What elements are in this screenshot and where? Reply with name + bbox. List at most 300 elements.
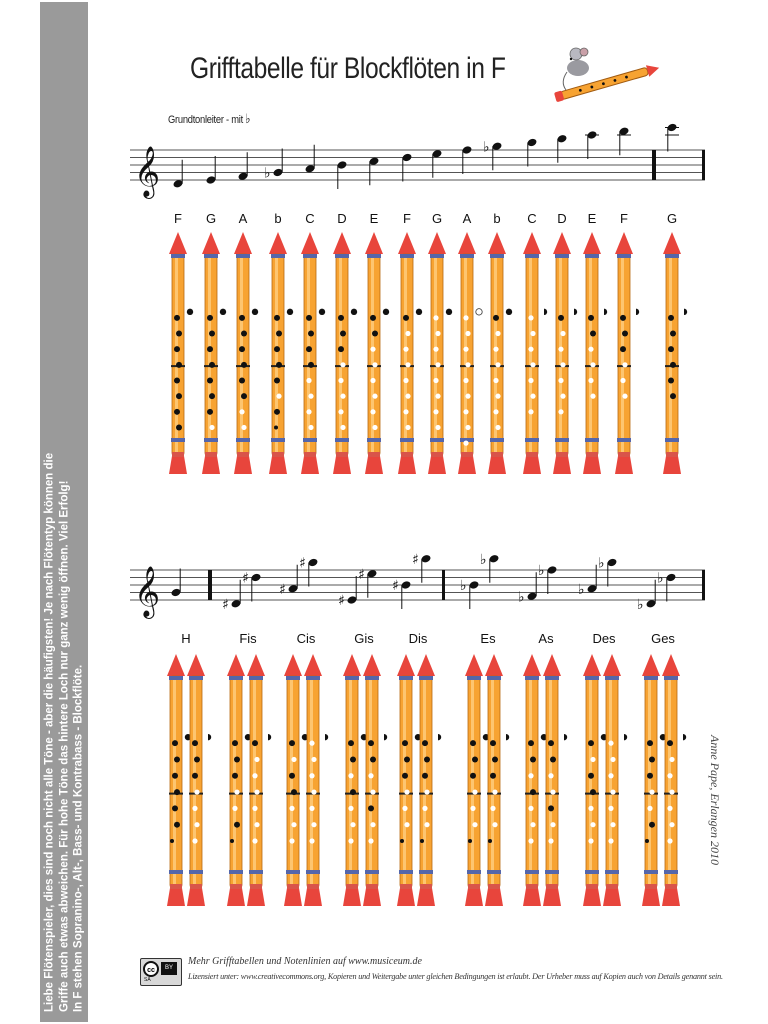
note-label: Gis — [354, 631, 374, 646]
recorder-highlight — [403, 680, 406, 884]
recorder-ring — [345, 676, 359, 680]
finger-hole-half — [645, 839, 649, 843]
finger-hole-closed — [668, 315, 674, 321]
finger-hole-open — [403, 347, 408, 352]
recorder-fingering — [169, 232, 193, 474]
recorder-fingering — [662, 654, 686, 906]
finger-hole-open — [465, 331, 470, 336]
recorder-foot — [583, 456, 601, 474]
recorder-fingering — [615, 232, 639, 474]
sharp-sign-icon: ♯ — [279, 581, 286, 598]
finger-hole-open — [548, 838, 553, 843]
finger-hole-open — [309, 806, 314, 811]
finger-hole-closed — [241, 331, 247, 337]
sharp-sign-icon: ♯ — [358, 566, 365, 583]
finger-hole-closed — [350, 789, 356, 795]
recorder-tip — [583, 654, 601, 676]
finger-hole-closed — [209, 331, 215, 337]
flat-sign-icon: ♭ — [245, 112, 251, 127]
recorder-fingering — [523, 654, 547, 906]
thumb-hole-closed — [252, 309, 258, 315]
finger-hole-closed — [207, 346, 213, 352]
recorder-ring — [664, 870, 678, 874]
finger-hole-open — [558, 347, 563, 352]
recorder-foot — [417, 888, 435, 906]
finger-hole-closed — [548, 740, 554, 746]
sa-mark: SA — [144, 977, 151, 983]
finger-hole-open — [528, 409, 533, 414]
finger-hole-open — [465, 425, 470, 430]
recorder-highlight — [559, 258, 562, 452]
recorder-highlight — [404, 258, 407, 452]
recorder-foot — [333, 456, 351, 474]
sidebar-line: Liebe Flötenspieler, dies sind noch nicht alle Töne - aber die häufigsten! Je nach Flötentyp können die — [43, 452, 56, 1012]
note-label: D — [337, 211, 347, 226]
finger-hole-closed — [241, 362, 247, 368]
note-label: b — [274, 211, 282, 226]
recorder-foot — [523, 888, 541, 906]
finger-hole-open — [649, 789, 654, 794]
recorder-fingering — [485, 654, 509, 906]
recorder-highlight — [275, 258, 278, 452]
finger-hole-open — [548, 773, 553, 778]
finger-hole-closed — [558, 315, 564, 321]
recorder-tip — [553, 232, 571, 254]
finger-hole-open — [370, 789, 375, 794]
finger-hole-closed — [274, 409, 280, 415]
cc-mark: cc — [143, 961, 159, 977]
recorder-bell — [431, 452, 443, 457]
recorder-foot — [615, 456, 633, 474]
recorder-bell — [546, 884, 558, 889]
finger-hole-open — [370, 822, 375, 827]
thumb-hole-half — [544, 309, 547, 315]
finger-hole-open — [463, 378, 468, 383]
recorder-ring — [467, 676, 481, 680]
finger-hole-closed — [368, 740, 374, 746]
note-label: As — [538, 631, 554, 646]
finger-hole-open — [234, 789, 239, 794]
recorder-ring — [335, 438, 349, 442]
recorder-fingering — [465, 654, 489, 906]
finger-hole-half — [230, 839, 234, 843]
finger-hole-open — [405, 425, 410, 430]
recorder-tip — [485, 654, 503, 676]
finger-hole-open — [433, 378, 438, 383]
finger-hole-closed — [647, 773, 653, 779]
finger-hole-open — [528, 315, 533, 320]
recorder-fingering — [417, 654, 441, 906]
recorder-fingering — [523, 232, 547, 474]
recorder-foot — [553, 456, 571, 474]
thumb-hole-half — [636, 309, 639, 315]
finger-hole-closed — [620, 346, 626, 352]
finger-hole-open — [338, 409, 343, 414]
note-label: A — [238, 211, 248, 226]
finger-hole-open — [669, 757, 674, 762]
recorder-foot — [304, 888, 322, 906]
recorder-bell — [420, 884, 432, 889]
finger-hole-open — [252, 806, 257, 811]
recorder-foot — [247, 888, 265, 906]
recorder-ring — [467, 870, 481, 874]
finger-hole-closed — [239, 377, 245, 383]
finger-hole-closed — [192, 773, 198, 779]
recorder-ring — [399, 870, 413, 874]
recorder-highlight — [529, 680, 532, 884]
finger-hole-closed — [422, 773, 428, 779]
recorder-bell — [618, 452, 630, 457]
finger-hole-closed — [174, 315, 180, 321]
finger-hole-open — [495, 394, 500, 399]
finger-hole-open — [472, 822, 477, 827]
recorder-fingering — [365, 232, 389, 474]
recorder-fingering — [428, 232, 452, 474]
finger-hole-open — [590, 757, 595, 762]
finger-hole-open — [404, 789, 409, 794]
finger-hole-open — [291, 757, 296, 762]
recorder-ring — [430, 254, 444, 258]
recorder-tip — [663, 232, 681, 254]
finger-hole-open — [528, 378, 533, 383]
recorder-tip — [397, 654, 415, 676]
recorder-fingering — [301, 232, 325, 474]
recorder-ring — [189, 870, 203, 874]
finger-hole-closed — [472, 756, 478, 762]
thumb-hole-closed — [187, 309, 193, 315]
recorder-tip — [523, 232, 541, 254]
recorder-foot — [458, 456, 476, 474]
recorder-highlight — [193, 680, 196, 884]
recorder-ring — [271, 438, 285, 442]
finger-hole-open — [493, 378, 498, 383]
recorder-fingering — [187, 654, 211, 906]
finger-hole-closed — [424, 756, 430, 762]
recorder-highlight — [173, 680, 176, 884]
recorder-tip — [167, 654, 185, 676]
finger-hole-closed — [207, 315, 213, 321]
recorder-highlight — [609, 680, 612, 884]
finger-hole-open — [311, 789, 316, 794]
recorder-ring — [229, 870, 243, 874]
recorder-fingering — [398, 232, 422, 474]
flat-sign-icon: ♭ — [598, 555, 605, 572]
recorder-ring — [585, 870, 599, 874]
recorder-ring — [605, 870, 619, 874]
finger-hole-open — [368, 838, 373, 843]
finger-hole-open — [528, 347, 533, 352]
recorder-bell — [461, 452, 473, 457]
finger-hole-open — [433, 315, 438, 320]
recorder-bell — [666, 452, 678, 457]
finger-hole-closed — [548, 805, 554, 811]
finger-hole-closed — [402, 773, 408, 779]
recorder-bell — [586, 452, 598, 457]
finger-hole-open — [590, 362, 595, 367]
sharp-sign-icon: ♯ — [412, 551, 419, 568]
recorder-foot — [363, 888, 381, 906]
finger-hole-closed — [176, 331, 182, 337]
recorder-bell — [237, 452, 249, 457]
recorder-bell — [287, 884, 299, 889]
finger-hole-open — [192, 806, 197, 811]
thumb-hole-half — [384, 734, 387, 740]
thumb-hole-half — [564, 734, 567, 740]
finger-hole-open — [370, 378, 375, 383]
finger-hole-closed — [241, 393, 247, 399]
finger-hole-open — [370, 409, 375, 414]
finger-hole-open — [289, 806, 294, 811]
finger-hole-open — [232, 806, 237, 811]
finger-hole-closed — [588, 315, 594, 321]
recorder-ring — [664, 676, 678, 680]
thumb-hole-half — [604, 309, 607, 315]
finger-hole-half — [400, 839, 404, 843]
recorder-fingering — [202, 232, 226, 474]
finger-hole-open — [350, 822, 355, 827]
thumb-hole-closed — [506, 309, 512, 315]
finger-hole-closed — [470, 773, 476, 779]
finger-hole-open — [528, 838, 533, 843]
thumb-hole-closed — [220, 309, 226, 315]
finger-hole-closed — [422, 740, 428, 746]
flat-sign-icon: ♭ — [460, 578, 467, 594]
note-label: A — [462, 211, 472, 226]
finger-hole-open — [667, 838, 672, 843]
note-label: Fis — [239, 631, 257, 646]
note-label: F — [174, 211, 182, 226]
finger-hole-open — [528, 773, 533, 778]
finger-hole-open — [340, 362, 345, 367]
finger-hole-open — [590, 822, 595, 827]
flat-sign-icon: ♭ — [483, 139, 490, 156]
recorder-foot — [398, 456, 416, 474]
finger-hole-open — [239, 409, 244, 414]
recorder-ring — [399, 676, 413, 680]
recorder-ring — [617, 254, 631, 258]
recorder-ring — [303, 438, 317, 442]
recorder-ring — [306, 676, 320, 680]
recorder-tip — [662, 654, 680, 676]
flat-sign-icon: ♭ — [518, 589, 525, 606]
finger-hole-open — [348, 773, 353, 778]
recorder-highlight — [253, 680, 256, 884]
recorder-fingering — [397, 654, 421, 906]
finger-hole-closed — [667, 740, 673, 746]
recorder-bell — [488, 884, 500, 889]
sharp-sign-icon: ♯ — [338, 593, 345, 609]
finger-hole-closed — [274, 346, 280, 352]
finger-hole-open — [405, 362, 410, 367]
finger-hole-closed — [274, 315, 280, 321]
recorder-foot — [488, 456, 506, 474]
recorder-highlight — [423, 680, 426, 884]
note-label: D — [557, 211, 567, 226]
finger-hole-open — [463, 347, 468, 352]
thumb-hole-half — [624, 734, 627, 740]
recorder-tip — [304, 654, 322, 676]
finger-hole-open — [435, 362, 440, 367]
finger-hole-open — [463, 315, 468, 320]
recorder-foot — [234, 456, 252, 474]
finger-hole-open — [669, 822, 674, 827]
finger-hole-closed — [490, 773, 496, 779]
finger-hole-closed — [340, 331, 346, 337]
recorder-ring — [525, 870, 539, 874]
note-label: E — [369, 211, 379, 226]
recorder-tip — [583, 232, 601, 254]
recorder-highlight — [339, 258, 342, 452]
recorder-highlight — [371, 258, 374, 452]
recorder-foot — [485, 888, 503, 906]
finger-hole-closed — [289, 740, 295, 746]
finger-hole-closed — [289, 773, 295, 779]
recorder-fingering — [583, 654, 607, 906]
recorder-tip — [523, 654, 541, 676]
finger-hole-open — [254, 822, 259, 827]
thumb-hole-half — [683, 734, 686, 740]
recorder-ring — [286, 676, 300, 680]
finger-hole-closed — [174, 822, 180, 828]
finger-hole-closed — [234, 822, 240, 828]
finger-hole-open — [291, 822, 296, 827]
note-label: E — [587, 211, 597, 226]
recorder-bell — [401, 452, 413, 457]
recorder-tip — [417, 654, 435, 676]
recorder-bell — [491, 452, 503, 457]
finger-hole-open — [550, 789, 555, 794]
finger-hole-open — [424, 789, 429, 794]
finger-hole-closed — [276, 362, 282, 368]
finger-hole-open — [588, 806, 593, 811]
recorder-ring — [419, 676, 433, 680]
finger-hole-open — [422, 806, 427, 811]
recorder-highlight — [464, 258, 467, 452]
finger-hole-closed — [647, 740, 653, 746]
finger-hole-open — [588, 378, 593, 383]
finger-hole-open — [465, 362, 470, 367]
flat-sign-icon: ♭ — [637, 596, 644, 613]
finger-hole-closed — [530, 756, 536, 762]
recorder-highlight — [648, 680, 651, 884]
finger-hole-closed — [492, 756, 498, 762]
finger-hole-open — [620, 378, 625, 383]
finger-hole-open — [622, 394, 627, 399]
finger-hole-open — [667, 773, 672, 778]
finger-hole-open — [560, 362, 565, 367]
footer-link-text[interactable]: Mehr Grifftabellen und Notenlinien auf www.musiceum.de — [188, 956, 422, 967]
finger-hole-open — [276, 394, 281, 399]
finger-hole-open — [433, 409, 438, 414]
finger-hole-closed — [670, 393, 676, 399]
flat-sign-icon: ♭ — [538, 563, 545, 579]
finger-hole-closed — [239, 315, 245, 321]
finger-hole-open — [560, 394, 565, 399]
recorder-tip — [363, 654, 381, 676]
finger-hole-open — [610, 789, 615, 794]
recorder-bell — [526, 884, 538, 889]
recorder-bell — [368, 452, 380, 457]
finger-hole-closed — [370, 315, 376, 321]
finger-hole-open — [348, 838, 353, 843]
finger-hole-open — [588, 347, 593, 352]
finger-hole-open — [403, 378, 408, 383]
recorder-highlight — [290, 680, 293, 884]
finger-hole-open — [340, 425, 345, 430]
finger-hole-closed — [530, 789, 536, 795]
note-label: H — [181, 631, 191, 646]
recorder-foot — [465, 888, 483, 906]
finger-hole-open — [608, 741, 613, 746]
note-label: Des — [592, 631, 616, 646]
recorder-ring — [335, 254, 349, 258]
recorder-tip — [642, 654, 660, 676]
finger-hole-open — [472, 789, 477, 794]
recorder-foot — [365, 456, 383, 474]
recorder-highlight — [310, 680, 313, 884]
recorder-highlight — [621, 258, 624, 452]
cc-license-badge-icon — [140, 958, 182, 986]
sharp-sign-icon: ♯ — [242, 570, 249, 587]
recorder-ring — [236, 254, 250, 258]
recorder-ring — [605, 676, 619, 680]
finger-hole-open — [493, 347, 498, 352]
note-label: Ges — [651, 631, 675, 646]
note-label: Es — [480, 631, 496, 646]
recorder-fingering — [583, 232, 607, 474]
finger-hole-closed — [174, 756, 180, 762]
finger-hole-open — [492, 789, 497, 794]
finger-hole-open — [372, 394, 377, 399]
recorder-highlight — [669, 258, 672, 452]
finger-hole-closed — [276, 331, 282, 337]
thumb-hole-closed — [446, 309, 452, 315]
recorder-ring — [487, 676, 501, 680]
finger-hole-closed — [172, 773, 178, 779]
thumb-hole-closed — [287, 309, 293, 315]
finger-hole-open — [560, 331, 565, 336]
recorder-highlight — [589, 680, 592, 884]
recorder-ring — [189, 676, 203, 680]
recorder-highlight — [494, 258, 497, 452]
finger-hole-open — [308, 425, 313, 430]
finger-hole-closed — [174, 346, 180, 352]
recorder-bell — [205, 452, 217, 457]
recorder-foot — [187, 888, 205, 906]
recorder-tip — [465, 654, 483, 676]
finger-hole-closed — [622, 331, 628, 337]
finger-hole-open — [311, 822, 316, 827]
recorder-fingering — [543, 654, 567, 906]
finger-hole-open — [306, 378, 311, 383]
recorder-tip — [365, 232, 383, 254]
thumb-hole-closed — [416, 309, 422, 315]
finger-hole-closed — [209, 393, 215, 399]
finger-hole-half — [274, 425, 278, 429]
recorder-highlight — [491, 680, 494, 884]
finger-hole-closed — [306, 315, 312, 321]
recorder-bell — [366, 884, 378, 889]
finger-hole-open — [252, 838, 257, 843]
finger-hole-open — [495, 331, 500, 336]
thumb-hole-closed — [383, 309, 389, 315]
finger-hole-closed — [588, 773, 594, 779]
finger-hole-open — [530, 822, 535, 827]
recorder-ring — [585, 254, 599, 258]
bar-line — [208, 570, 212, 600]
recorder-ring — [303, 254, 317, 258]
finger-hole-open — [493, 409, 498, 414]
